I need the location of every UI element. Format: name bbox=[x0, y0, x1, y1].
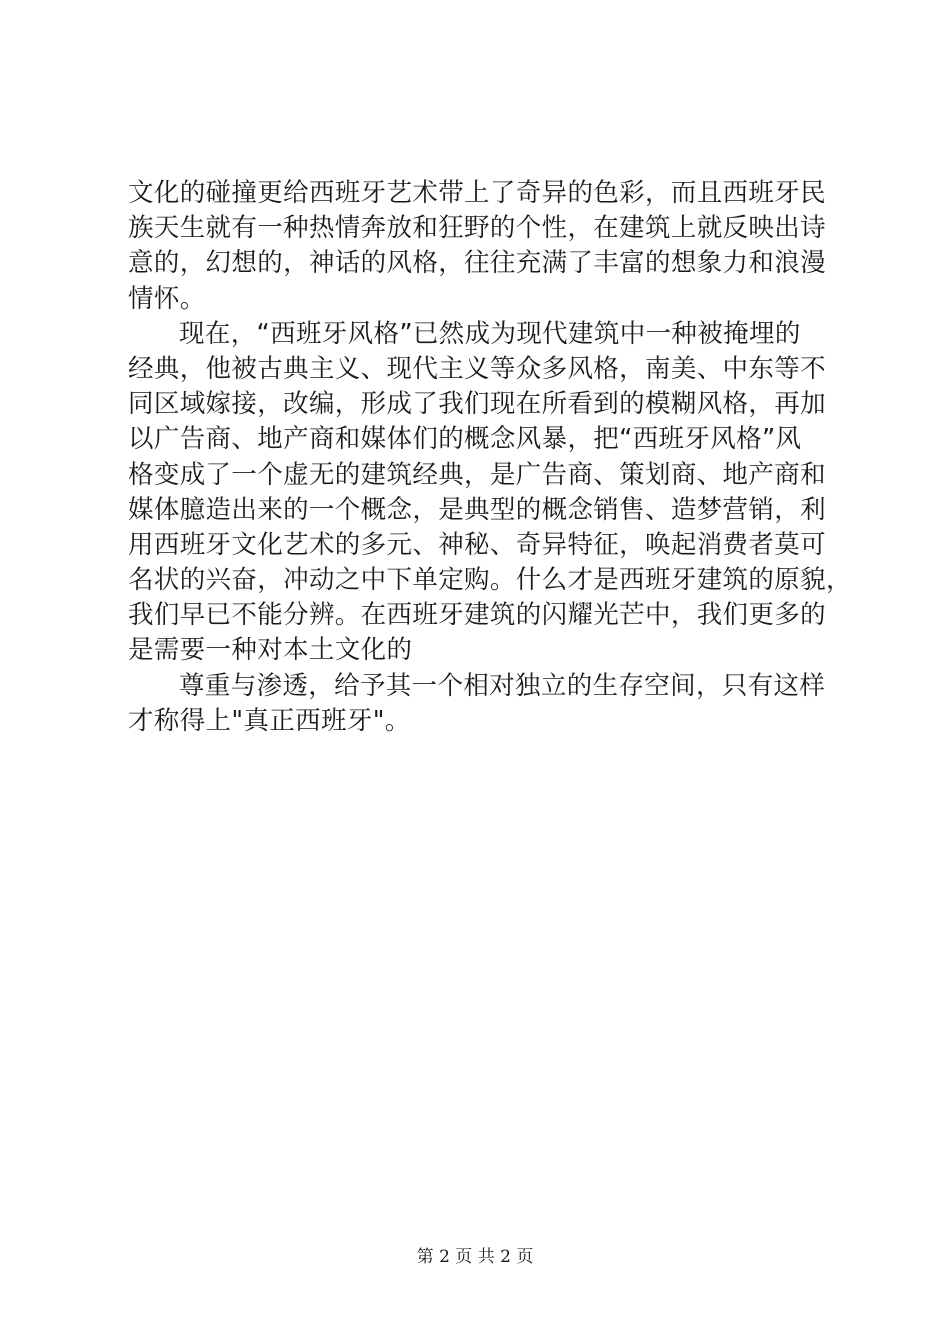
text-line: 尊重与渗透，给予其一个相对独立的生存空间，只有这样 bbox=[179, 670, 826, 701]
page-footer bbox=[0, 1242, 950, 1267]
page-number-label: 第 2 页 共 2 页 bbox=[416, 1247, 534, 1267]
body-text bbox=[128, 176, 852, 739]
text-line: 情怀。 bbox=[128, 283, 206, 314]
text-line: 现在，“西班牙风格”已然成为现代建筑中一种被掩埋的 bbox=[179, 318, 801, 349]
text-line: 同区域嫁接，改编，形成了我们现在所看到的模糊风格，再加 bbox=[128, 389, 826, 420]
text-line: 经典，他被古典主义、现代主义等众多风格，南美、中东等不 bbox=[128, 353, 826, 384]
text-line: 才称得上"真正西班牙"。 bbox=[128, 705, 411, 736]
text-line: 是需要一种对本土文化的 bbox=[128, 635, 413, 666]
text-line: 以广告商、地产商和媒体们的概念风暴，把“西班牙风格”风 bbox=[128, 424, 802, 455]
text-line: 媒体臆造出来的一个概念，是典型的概念销售、造梦营销，利 bbox=[128, 494, 826, 525]
text-line: 名状的兴奋，冲动之中下单定购。什么才是西班牙建筑的原貌， bbox=[128, 565, 852, 596]
text-line: 文化的碰撞更给西班牙艺术带上了奇异的色彩，而且西班牙民 bbox=[128, 178, 826, 208]
text-line: 格变成了一个虚无的建筑经典，是广告商、策划商、地产商和 bbox=[128, 459, 826, 490]
text-line: 意的，幻想的，神话的风格，往往充满了丰富的想象力和浪漫 bbox=[128, 248, 826, 279]
text-line: 用西班牙文化艺术的多元、神秘、奇异特征，唤起消费者莫可 bbox=[128, 529, 826, 560]
text-line: 我们早已不能分辨。在西班牙建筑的闪耀光芒中，我们更多的 bbox=[128, 600, 826, 631]
text-line: 族天生就有一种热情奔放和狂野的个性，在建筑上就反映出诗 bbox=[128, 213, 826, 244]
